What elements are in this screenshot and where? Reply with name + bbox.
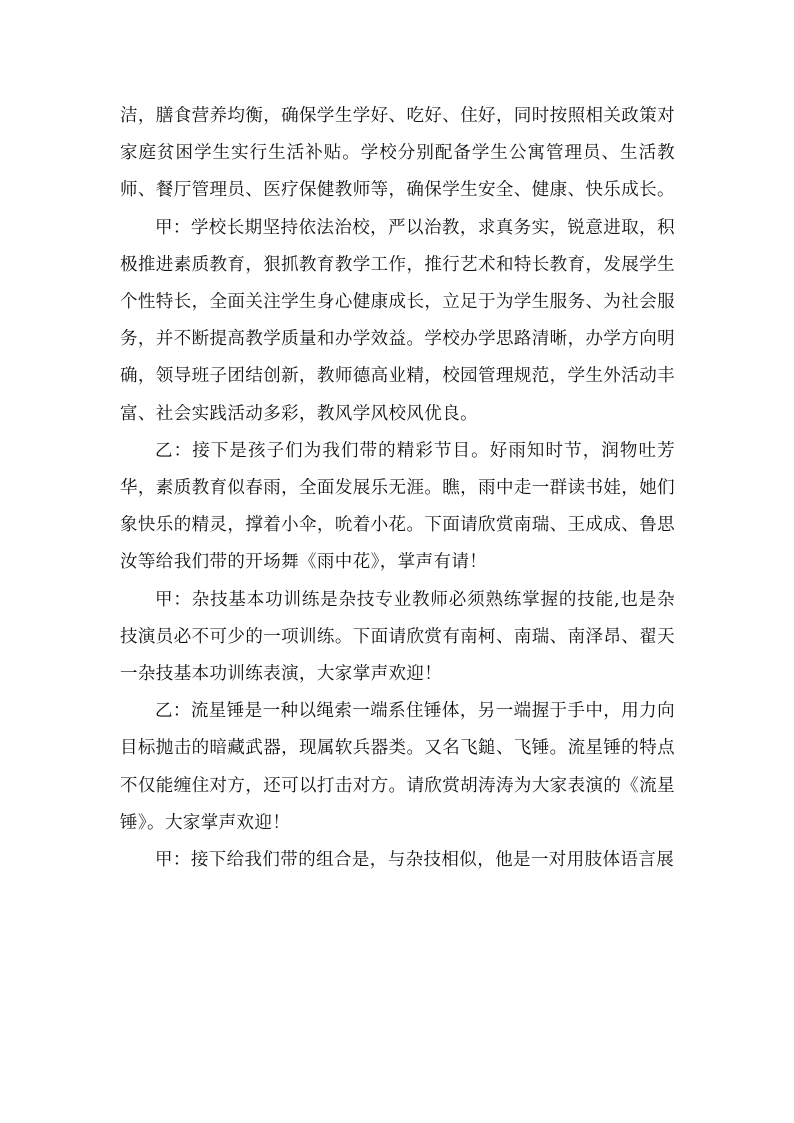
paragraph-text: 学校长期坚持依法治校，严以治教，求真务实，锐意进取，积极推进素质教育，狠抓教育教学工作，推行艺术和特长教育，发展学生个性特长，全面关注学生身心健康成长，立足于为学生服务、为社会服务，并不断提高教学质量和办学效益。学校办学思路清晰，办学方向明确，领导班子团结创新，教师德高业精，校园管理规范，学生外活动丰富、社会实践活动多彩，教风学风校风优良。: [120, 217, 675, 424]
paragraph-text: 洁，膳食营养均衡，确保学生学好、吃好、住好，同时按照相关政策对家庭贫困学生实行生活补贴。学校分别配备学生公寓管理员、生活教师、餐厅管理员、医疗保健教师等，确保学生安全、健康、快乐成长。: [120, 106, 675, 201]
speaker-label: 乙：: [155, 701, 191, 722]
speaker-label: 甲：: [155, 217, 191, 238]
speaker-label: 乙：: [155, 440, 193, 461]
document-body: [120, 98, 675, 879]
paragraph-5: [120, 693, 675, 842]
paragraph-4: [120, 582, 675, 694]
paragraph-text: 流星锤是一种以绳索一端系住锤体，另一端握于手中，用力向目标抛击的暗藏武器，现属软兵器类。又名飞鎚、飞锤。流星锤的特点不仅能缠住对方，还可以打击对方。请欣赏胡涛涛为大家表演的《流星锤》。大家掌声欢迎！: [120, 701, 675, 833]
speaker-label: 甲：: [155, 589, 192, 610]
paragraph-3: [120, 433, 675, 582]
speaker-label: 甲：: [155, 850, 191, 871]
paragraph-text: 杂技基本功训练是杂技专业教师必须熟练掌握的技能,也是杂技演员必不可少的一项训练。下面请欣赏有南柯、南瑞、南泽昂、翟天一杂技基本功训练表演，大家掌声欢迎！: [120, 589, 675, 685]
paragraph-1: [120, 98, 675, 210]
paragraph-6: [120, 842, 675, 879]
paragraph-text: 接下是孩子们为我们带的精彩节目。好雨知时节，润物吐芳华，素质教育似春雨，全面发展乐无涯。瞧，雨中走一群读书娃，她们象快乐的精灵，撑着小伞，吮着小花。下面请欣赏南瑞、王成成、鲁思汝等给我们带的开场舞《雨中花》，掌声有请！: [120, 440, 675, 573]
paragraph-text: 接下给我们带的组合是，与杂技相似，他是一对用肢体语言展: [190, 850, 675, 871]
paragraph-2: [120, 210, 675, 433]
